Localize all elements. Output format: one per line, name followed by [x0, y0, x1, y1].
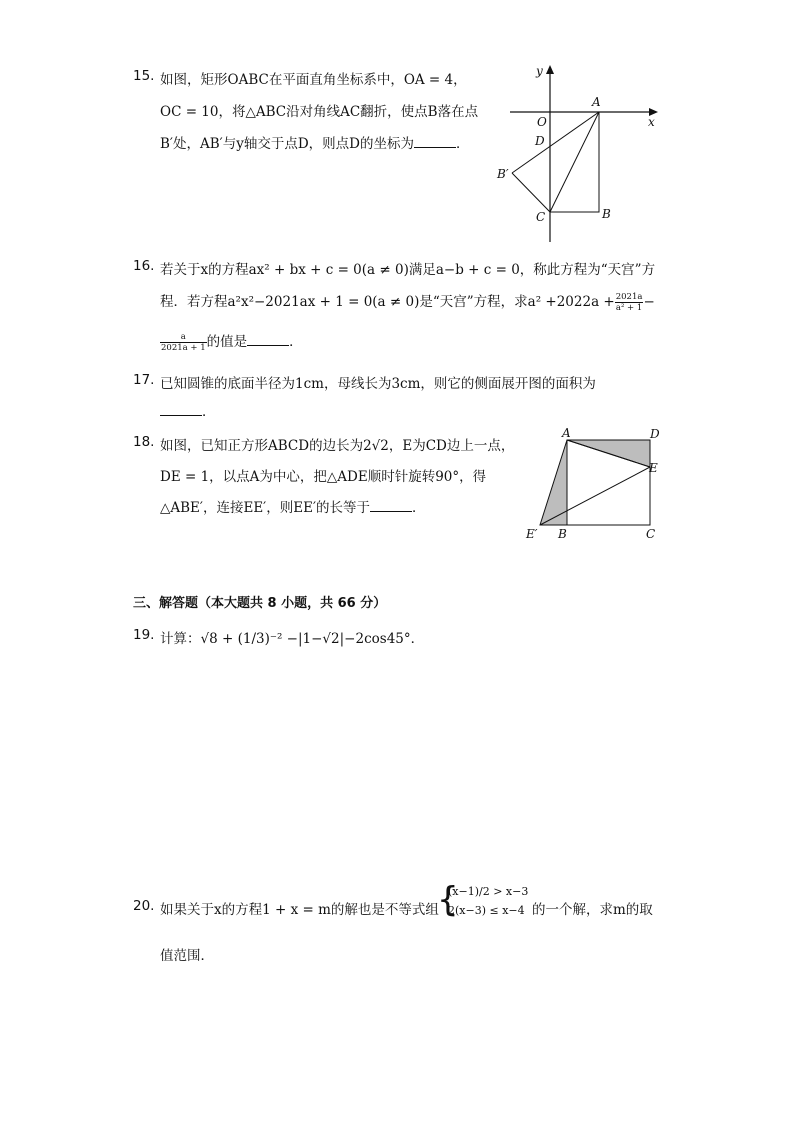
- label-a: A: [562, 426, 571, 440]
- diagonal-ac: [550, 112, 599, 212]
- q15-line1: 如图，矩形OABC在平面直角坐标系中，OA = 4，: [160, 72, 467, 88]
- label-o: O: [537, 115, 547, 129]
- q16-number: 16.: [133, 258, 155, 274]
- label-b-prime: B′: [497, 167, 509, 181]
- q16-line1: 若关于x的方程ax² + bx + c = 0(a ≠ 0)满足a−b + c = 0，称此方程为“天宫”方: [160, 262, 656, 278]
- answer-blank: [247, 345, 289, 346]
- q16-line3-text: 的值是: [206, 334, 248, 350]
- fraction-2021a-over-a2plus1: $\frac{2021a}{\text{a² + 1}}$: [615, 292, 643, 313]
- answer-blank: [160, 415, 202, 416]
- y-axis-arrow: [546, 65, 554, 74]
- label-y: y: [536, 64, 543, 78]
- q20-line1a: 如果关于x的方程1 + x = m的解也是不等式组: [160, 902, 439, 918]
- q18-line2: DE = 1，以点A为中心，把△ADE顺时针旋转90°，得: [160, 469, 487, 485]
- q20-line2: 值范围．: [160, 948, 214, 964]
- q16-line3: $\frac{a}{2021a + 1}$ 的值是 ．: [161, 332, 303, 353]
- label-c: C: [536, 210, 546, 224]
- q17-line1: 已知圆锥的底面半径为1cm，母线长为3cm，则它的侧面展开图的面积为: [160, 376, 596, 392]
- q18-number: 18.: [133, 434, 155, 450]
- q17-number: 17.: [133, 372, 155, 388]
- q15-number: 15.: [133, 68, 155, 84]
- label-x: x: [648, 115, 655, 129]
- inequality-1: (x−1)/2 > x−3: [448, 885, 529, 898]
- segment-b-prime-c: [512, 173, 550, 212]
- inequality-2: 2(x−3) ≤ x−4: [448, 904, 525, 917]
- q18-line3: △ABE′，连接EE′，则EE′的长等于 ．: [160, 500, 426, 516]
- label-e-prime: E′: [526, 527, 538, 541]
- label-e: E: [649, 461, 658, 475]
- q15-line2: OC = 10，将△ABC沿对角线AC翻折，使点B落在点: [160, 104, 479, 120]
- q20-line1b: 的一个解，求m的取: [532, 902, 653, 918]
- label-d: D: [535, 134, 545, 148]
- q19-number: 19.: [133, 627, 155, 643]
- answer-blank: [370, 511, 412, 512]
- label-c: C: [646, 527, 656, 541]
- inequality-brace: {: [437, 880, 459, 920]
- shaded-triangle-abe-prime: [540, 440, 567, 525]
- q15-coordinate-figure: [495, 60, 665, 250]
- q15-line3: B′处，AB′与y轴交于点D，则点D的坐标为 ．: [160, 136, 470, 152]
- q16-line2: 程．若方程a²x²−2021ax + 1 = 0(a ≠ 0)是“天宫”方程，求a² +2022a + $\frac{2021a}{\text{a² + 1}}$ −: [160, 292, 655, 313]
- q18-line1: 如图，已知正方形ABCD的边长为2√2，E为CD边上一点，: [160, 438, 515, 454]
- label-d: D: [650, 427, 660, 441]
- q18-square-figure: [520, 425, 670, 545]
- label-b: B: [602, 207, 611, 221]
- q15-line3-text: B′处，AB′与y轴交于点D，则点D的坐标为: [160, 136, 414, 152]
- section-heading: 三、解答题（本大题共 8 小题，共 66 分）: [133, 596, 387, 611]
- label-a: A: [592, 95, 601, 109]
- answer-blank: [414, 147, 456, 148]
- label-b: B: [558, 527, 567, 541]
- q20-number: 20.: [133, 898, 155, 914]
- fraction-a-over-2021aplus1: $\frac{a}{2021a + 1}$: [161, 332, 206, 353]
- q17-line2: ．: [160, 400, 216, 420]
- segment-ab-prime: [512, 112, 599, 173]
- q18-line3-text: △ABE′，连接EE′，则EE′的长等于: [160, 500, 371, 516]
- q16-line2-text: 程．若方程a²x²−2021ax + 1 = 0(a ≠ 0)是“天宫”方程，求a² +2022a +: [160, 294, 615, 310]
- q19-text: 计算：√8 + (1/3)⁻² −|1−√2|−2cos45°．: [160, 631, 425, 647]
